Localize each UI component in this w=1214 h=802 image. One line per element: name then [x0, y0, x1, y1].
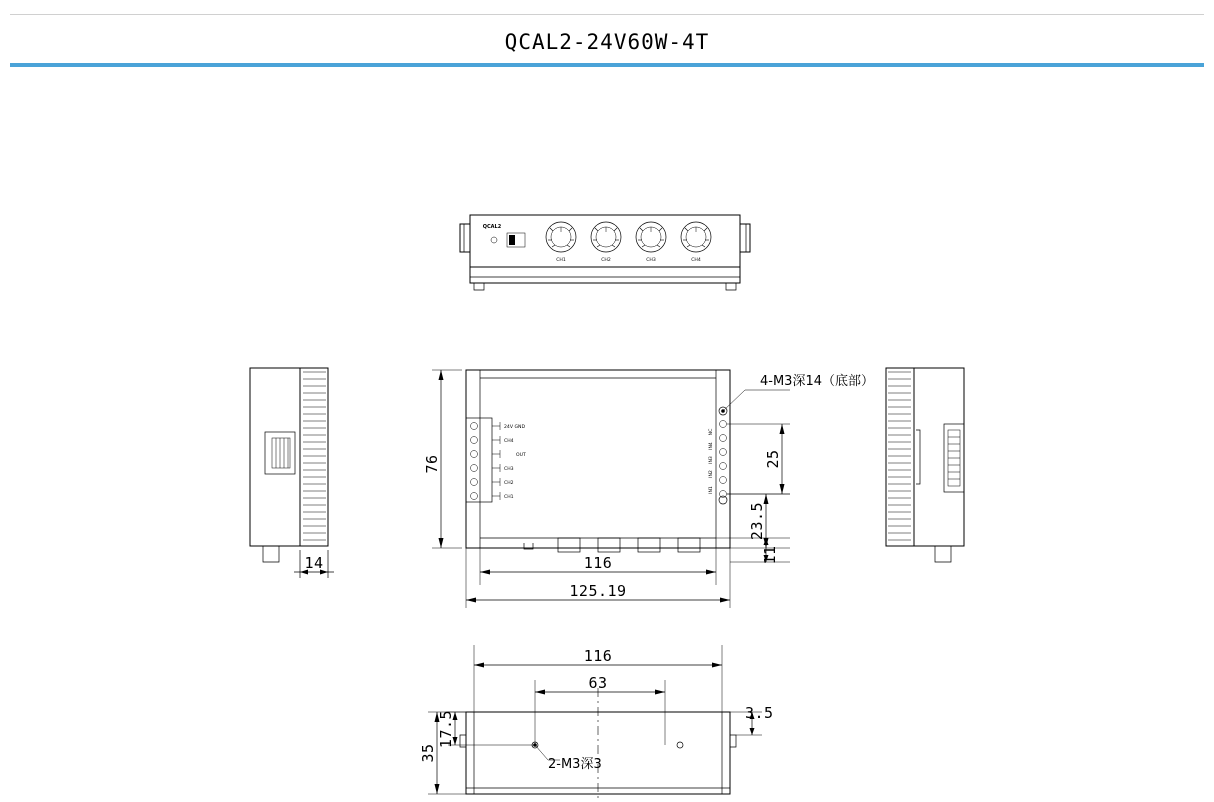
terminal-label-l4: CH3 — [504, 467, 514, 472]
front-view — [423, 370, 874, 608]
brand-label: QCAL2 — [482, 224, 502, 230]
bottom-view — [419, 645, 774, 802]
terminal-label-l6: CH1 — [504, 495, 514, 500]
knob-label-ch3: CH3 — [646, 258, 656, 263]
page-title: QCAL2-24V60W-4T — [504, 30, 710, 54]
svg-text:3.5: 3.5 — [745, 704, 774, 722]
left-side-view — [250, 368, 334, 578]
note-4-m3: 4-M3深14（底部） — [760, 374, 874, 389]
svg-text:63: 63 — [588, 674, 608, 692]
knob-label-ch1: CH1 — [556, 258, 566, 263]
svg-text:76: 76 — [423, 454, 441, 474]
terminal-label-r2: IN4 — [709, 442, 714, 450]
right-side-view — [886, 368, 964, 562]
dim-left-14: 14 — [304, 554, 324, 572]
terminal-label-r5: IN1 — [709, 486, 714, 494]
svg-text:11: 11 — [761, 545, 779, 565]
terminal-label-l5: CH2 — [504, 481, 514, 486]
svg-text:35: 35 — [419, 743, 437, 763]
svg-text:23.5: 23.5 — [748, 501, 766, 541]
svg-text:116: 116 — [583, 647, 613, 665]
terminal-label-r4: IN2 — [709, 470, 714, 478]
dim-3-5 — [730, 704, 774, 735]
svg-text:125.19: 125.19 — [569, 582, 627, 600]
terminal-label-r1: NC — [709, 428, 714, 436]
top-front-panel-view — [460, 215, 750, 290]
knob-label-ch2: CH2 — [601, 258, 611, 263]
svg-text:25: 25 — [764, 449, 782, 469]
terminal-label-l1: 24V GND — [504, 425, 525, 430]
dim-25 — [727, 424, 790, 494]
svg-text:17.5: 17.5 — [437, 709, 455, 749]
terminal-label-l2: CH4 — [504, 439, 514, 444]
dim-76 — [423, 370, 462, 548]
svg-text:116: 116 — [583, 554, 613, 572]
dim-23-5 — [727, 494, 790, 548]
terminal-label-r3: IN3 — [709, 456, 714, 464]
knob-label-ch4: CH4 — [691, 258, 701, 263]
dim-116-front — [480, 548, 716, 585]
note-2-m3: 2-M3深3 — [548, 757, 602, 772]
terminal-label-l3: OUT — [516, 453, 526, 458]
